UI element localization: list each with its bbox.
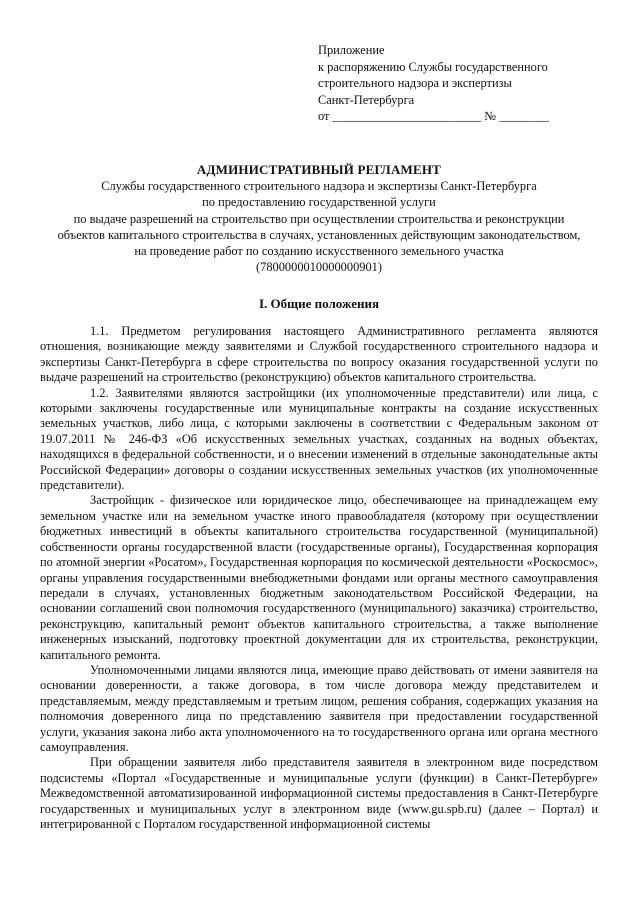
title-subline: по предоставлению государственной услуги xyxy=(202,195,436,210)
paragraph: Уполномоченными лицами являются лица, имеющие право действовать от имени заявителя на основании доверенности, а также договора, в том числе договора между представителем и представляемым, между представляемым и третьим лицом, решения собрания, содержащих указания на полномочия доверенного лица по представлению заявителя при предоставлении государственной услуги, указания закона либо акта уполномоченного на то государственного органа или органа местного самоуправления. xyxy=(40,662,598,754)
appendix-line: Санкт-Петербурга xyxy=(318,92,415,107)
title-subline: на проведение работ по созданию искусственного земельного участка xyxy=(134,244,504,259)
appendix-line: Приложение xyxy=(318,43,385,57)
title-subline: по выдаче разрешений на строительство при осуществлении строительства и реконструкции xyxy=(73,211,565,226)
title-subline: Службы государственного строительного надзора и экспертизы Санкт-Петербурга xyxy=(101,179,537,194)
document-title-block xyxy=(40,162,598,275)
section-heading: I. Общие положения xyxy=(259,296,379,311)
appendix-line: строительного надзора и экспертизы xyxy=(318,76,512,90)
paragraph: 1.2. Заявителями являются застройщики (их уполномоченные представители) или лица, с которыми заключены государственные или муниципальные контракты на создание искусственных земельных участков, либо лица, с которыми заключены в соответствии с Федеральным законом от 19.07.2011 № 246-ФЗ «Об искусственных земельных участках, созданных на водных объектах, находящихся в федеральной собственности, и о внесении изменений в отдельные законодательные акты Российской Федерации» договоры о создании искусственных земельных участков (их уполномоченные представители). xyxy=(40,385,598,493)
appendix-line: к распоряжению Службы государственного xyxy=(318,59,548,74)
document-title: АДМИНИСТРАТИВНЫЙ РЕГЛАМЕНТ xyxy=(196,162,442,177)
paragraph: Застройщик - физическое или юридическое лицо, обеспечивающее на принадлежащем ему земельном участке или на земельном участке иного правообладателя (которому при осуществлении бюджетных инвестиций в объекты капитального строительства государственной (муниципальной) собственности органы государственной власти (государственные органы), Государственная корпорация по атомной энергии «Росатом», Государственная корпорация по космической деятельности «Роскосмос», органы управления государственными внебюджетными фондами или органы местного самоуправления передали в случаях, установленных бюджетным законодательством Российской Федерации, на основании соглашений свои полномочия государственного (муниципального) заказчика) строительство, реконструкцию, капитальный ремонт объектов капитального строительства, а также выполнение инженерных изысканий, подготовку проектной документации для их строительства, реконструкции, капитального ремонта. xyxy=(40,493,598,662)
title-subline: объектов капитального строительства в случаях, установленных действующим законодательством, xyxy=(57,227,581,242)
paragraph: При обращении заявителя либо представителя заявителя в электронном виде посредством подсистемы «Портал «Государственные и муниципальные услуги (функции) в Санкт-Петербурге» Межведомственной автоматизированной информационной системы предоставления в Санкт-Петербурге государственных и муниципальных услуг в электронном виде (www.gu.spb.ru) (далее – Портал) и интегрированной с Порталом государственной информационной системы xyxy=(40,755,598,831)
appendix-date-number-line: от ________________________ № ________ xyxy=(318,109,549,123)
appendix-header xyxy=(318,42,598,125)
service-code: (7800000010000000901) xyxy=(256,260,382,275)
paragraph: 1.1. Предметом регулирования настоящего Административного регламента являются отношения, возникающие между заявителями и Службой государственного строительного надзора и экспертизы Санкт-Петербурга в сфере строительства по вопросу оказания государственной услуги по выдаче разрешений на строительство (реконструкцию) объектов капитального строительства. xyxy=(40,324,598,385)
document-body xyxy=(40,324,598,832)
